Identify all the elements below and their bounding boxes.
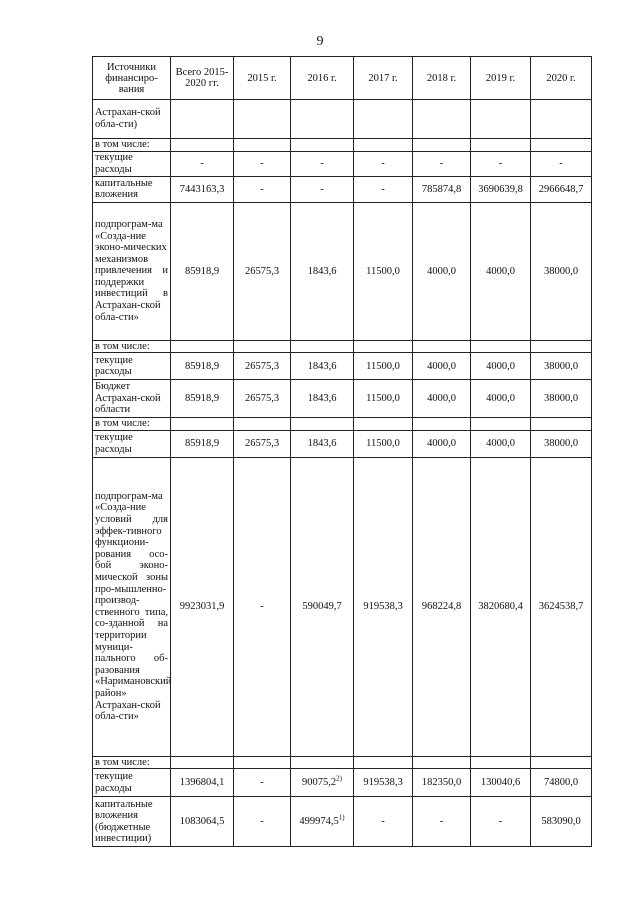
table-row [93, 151, 592, 176]
cell-2016 [291, 769, 354, 797]
footnote-marker: 2) [336, 774, 342, 783]
cell-2017 [354, 418, 413, 431]
cell-total [171, 340, 234, 353]
table-row [93, 139, 592, 152]
cell-2020: 74800,0 [531, 769, 592, 797]
cell-2018: 182350,0 [413, 769, 471, 797]
cell-2015: 26575,3 [234, 353, 291, 380]
cell-2019 [471, 340, 531, 353]
cell-2019 [471, 100, 531, 139]
cell-2018: - [413, 797, 471, 847]
cell-2017: 11500,0 [354, 430, 413, 457]
cell-2018: 4000,0 [413, 353, 471, 380]
table-row [93, 176, 592, 202]
cell-2019: - [471, 151, 531, 176]
cell-2016 [291, 100, 354, 139]
row-source: текущие расходы [93, 151, 171, 176]
cell-total: 85918,9 [171, 353, 234, 380]
cell-2019: 4000,0 [471, 380, 531, 418]
cell-2017: 919538,3 [354, 769, 413, 797]
cell-2015: - [234, 151, 291, 176]
cell-total: 85918,9 [171, 202, 234, 340]
cell-2017 [354, 756, 413, 769]
cell-total [171, 139, 234, 152]
cell-2017: 11500,0 [354, 202, 413, 340]
cell-value: 499974,5 [299, 816, 339, 828]
cell-2020: 2966648,7 [531, 176, 592, 202]
table-row [93, 769, 592, 797]
table-row [93, 380, 592, 418]
header-2017: 2017 г. [354, 57, 413, 100]
header-2016: 2016 г. [291, 57, 354, 100]
cell-2020: 38000,0 [531, 380, 592, 418]
cell-2020: 583090,0 [531, 797, 592, 847]
table-row [93, 353, 592, 380]
cell-2017: 11500,0 [354, 380, 413, 418]
cell-2017: - [354, 151, 413, 176]
cell-total: - [171, 151, 234, 176]
row-source: капитальные вложения [93, 176, 171, 202]
cell-total: 7443163,3 [171, 176, 234, 202]
cell-2020 [531, 418, 592, 431]
cell-2016: 1843,6 [291, 202, 354, 340]
header-2015: 2015 г. [234, 57, 291, 100]
cell-2020: 38000,0 [531, 430, 592, 457]
cell-2016 [291, 340, 354, 353]
cell-2019 [471, 418, 531, 431]
cell-2015: 26575,3 [234, 202, 291, 340]
cell-2015: 26575,3 [234, 430, 291, 457]
page-number: 9 [316, 34, 324, 49]
cell-2020: 38000,0 [531, 202, 592, 340]
cell-2018 [413, 418, 471, 431]
row-source: в том числе: [93, 418, 171, 431]
cell-2016 [291, 797, 354, 847]
cell-2016: - [291, 176, 354, 202]
table-row [93, 202, 592, 340]
cell-2020 [531, 100, 592, 139]
table-row [93, 340, 592, 353]
cell-2016: 590049,7 [291, 457, 354, 756]
cell-2020: - [531, 151, 592, 176]
table-row [93, 100, 592, 139]
footnote-marker: 1) [338, 813, 345, 822]
cell-2019: - [471, 797, 531, 847]
cell-2017 [354, 139, 413, 152]
cell-2015 [234, 340, 291, 353]
cell-total: 1396804,1 [171, 769, 234, 797]
cell-2017 [354, 340, 413, 353]
cell-total: 9923031,9 [171, 457, 234, 756]
row-source: в том числе: [93, 756, 171, 769]
cell-2015 [234, 139, 291, 152]
cell-2019: 3690639,8 [471, 176, 531, 202]
table-row [93, 756, 592, 769]
cell-2018 [413, 756, 471, 769]
cell-2018: 4000,0 [413, 380, 471, 418]
cell-2018 [413, 340, 471, 353]
row-source: текущие расходы [93, 769, 171, 797]
cell-2020 [531, 139, 592, 152]
cell-2020: 3624538,7 [531, 457, 592, 756]
cell-total [171, 418, 234, 431]
table-row [93, 457, 592, 756]
cell-2017: 919538,3 [354, 457, 413, 756]
cell-2016: 1843,6 [291, 353, 354, 380]
table-row [93, 797, 592, 847]
cell-2020 [531, 340, 592, 353]
row-source: в том числе: [93, 340, 171, 353]
cell-total [171, 100, 234, 139]
cell-total: 85918,9 [171, 430, 234, 457]
cell-total: 1083064,5 [171, 797, 234, 847]
cell-2019: 4000,0 [471, 430, 531, 457]
cell-2018: 968224,8 [413, 457, 471, 756]
cell-2015: - [234, 176, 291, 202]
cell-2019 [471, 139, 531, 152]
cell-2015: - [234, 457, 291, 756]
cell-2020: 38000,0 [531, 353, 592, 380]
cell-2018: - [413, 151, 471, 176]
cell-2018: 4000,0 [413, 430, 471, 457]
table-header-row [93, 57, 592, 100]
cell-2016: - [291, 151, 354, 176]
cell-2016: 1843,6 [291, 380, 354, 418]
cell-2019: 4000,0 [471, 353, 531, 380]
financing-table [92, 56, 592, 847]
cell-2020 [531, 756, 592, 769]
row-source: текущие расходы [93, 430, 171, 457]
row-source: подпрограм-ма «Созда-ние условий для эффек-тивного функциони-рования осо-бой эконо-мической зоны про-мышленно-производ-ственного типа, со-зданной на территории муници-пального об-разования «Наримановский район» Астрахан-ской обла-сти» [93, 457, 171, 756]
cell-2018 [413, 139, 471, 152]
row-source: текущие расходы [93, 353, 171, 380]
header-2018: 2018 г. [413, 57, 471, 100]
cell-2018 [413, 100, 471, 139]
cell-2018: 785874,8 [413, 176, 471, 202]
cell-2016 [291, 139, 354, 152]
row-source: капитальные вложения (бюджетные инвестиции) [93, 797, 171, 847]
cell-2015: - [234, 769, 291, 797]
cell-2018: 4000,0 [413, 202, 471, 340]
row-source: Астрахан-ской обла-сти) [93, 100, 171, 139]
cell-2015 [234, 418, 291, 431]
header-source: Источники финансиро-вания [93, 57, 171, 100]
cell-2017 [354, 100, 413, 139]
cell-total: 85918,9 [171, 380, 234, 418]
header-2019: 2019 г. [471, 57, 531, 100]
row-source: подпрограм-ма «Созда-ние эконо-мических механизмов привлечения и поддержки инвестиций в Астрахан-ской обла-сти» [93, 202, 171, 340]
cell-2015: 26575,3 [234, 380, 291, 418]
cell-2015 [234, 756, 291, 769]
cell-2019: 130040,6 [471, 769, 531, 797]
header-total: Всего 2015-2020 гг. [171, 57, 234, 100]
cell-2017: 11500,0 [354, 353, 413, 380]
cell-total [171, 756, 234, 769]
header-2020: 2020 г. [531, 57, 592, 100]
cell-2017: - [354, 176, 413, 202]
cell-2017: - [354, 797, 413, 847]
cell-2015: - [234, 797, 291, 847]
cell-value: 90075,2 [302, 777, 337, 789]
cell-2019: 3820680,4 [471, 457, 531, 756]
table-row [93, 430, 592, 457]
row-source: Бюджет Астрахан-ской области [93, 380, 171, 418]
row-source: в том числе: [93, 139, 171, 152]
cell-2016 [291, 418, 354, 431]
cell-2015 [234, 100, 291, 139]
cell-2016 [291, 756, 354, 769]
table-row [93, 418, 592, 431]
cell-2019: 4000,0 [471, 202, 531, 340]
cell-2016: 1843,6 [291, 430, 354, 457]
cell-2019 [471, 756, 531, 769]
